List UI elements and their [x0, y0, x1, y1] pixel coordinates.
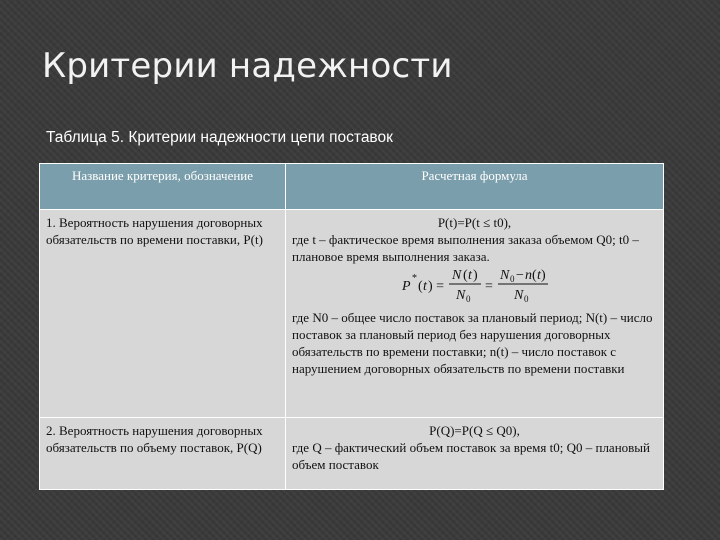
slide-title: Критерии надежности [42, 46, 453, 86]
svg-text:0: 0 [509, 274, 514, 284]
main-formula: P(t)=P(t ≤ t0), [437, 215, 512, 230]
reliability-formula-image [292, 267, 657, 307]
svg-text:*: * [411, 273, 417, 284]
svg-text:t: t [422, 279, 427, 294]
svg-text:): ) [540, 268, 546, 283]
svg-text:N: N [451, 268, 461, 283]
svg-text:N: N [455, 288, 465, 303]
table-caption: Таблица 5. Критерии надежности цепи поставок [46, 129, 393, 146]
criterion-name-cell: 1. Вероятность нарушения договорных обязательств по времени поставки, P(t) [40, 210, 286, 418]
svg-text:): ) [472, 268, 478, 283]
table-row [40, 210, 664, 418]
criterion-name-cell: 2. Вероятность нарушения договорных обязательств по объему поставок, P(Q) [40, 418, 286, 490]
table-row [40, 418, 664, 490]
svg-text:(: ( [417, 279, 423, 294]
table-header-row [40, 164, 664, 210]
svg-text:−: − [515, 268, 524, 283]
criteria-table [39, 163, 664, 490]
svg-text:0: 0 [523, 294, 528, 303]
svg-text:t: t [467, 268, 472, 283]
svg-text:) =: ) = [427, 279, 444, 294]
formula-description: где Q – фактический объем поставок за время t0; Q0 – плановый объем поставок [292, 440, 650, 472]
main-formula: P(Q)=P(Q ≤ Q0), [429, 423, 520, 438]
svg-text:0: 0 [465, 294, 470, 303]
svg-text:=: = [484, 279, 493, 294]
formula-description: где t – фактическое время выполнения заказа объемом Q0; t0 – плановое время выполнения заказа. [292, 232, 639, 264]
svg-text:n: n [524, 268, 532, 283]
formula-image-svg [400, 267, 550, 303]
formula-description-2: где N0 – общее число поставок за плановый период; N(t) – число поставок за плановый период без нарушения договорных обязательств по времени поставки; n(t) – число поставок с нарушением договорных обязательств по времени поставки [292, 310, 653, 376]
svg-text:P: P [401, 279, 411, 294]
header-criterion-name: Название критерия, обозначение [40, 164, 286, 210]
formula-cell [286, 210, 664, 418]
header-formula: Расчетная формула [286, 164, 664, 210]
svg-text:t: t [536, 268, 541, 283]
svg-text:(: ( [531, 268, 537, 283]
svg-text:(: ( [462, 268, 468, 283]
svg-text:N: N [499, 268, 509, 283]
formula-cell [286, 418, 664, 490]
svg-text:N: N [513, 288, 523, 303]
